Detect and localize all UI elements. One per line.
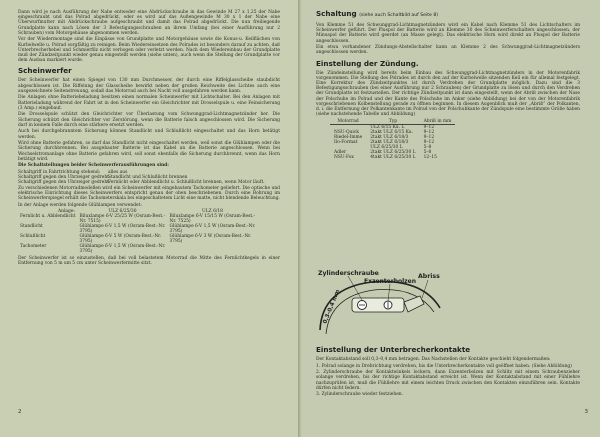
- lamps-table: [18, 209, 258, 254]
- lamps-col-anlage: Anlage:: [58, 209, 75, 215]
- motor-name: Riedel-Imme: [334, 135, 363, 141]
- motor-type: 2takt ULZ 6/18/3: [370, 135, 409, 141]
- schaltstellungen-list: [18, 170, 280, 186]
- lamps-lead: In der Anlage werden folgende Glühlampen verwendet:: [18, 202, 142, 208]
- schaltung-heading-note: (siehe auch Schaltbild auf Seite 8): [359, 13, 439, 18]
- lamp-b: Glühlampe 6-V 3 W (Osram-Best.-Nr. 3795): [169, 234, 252, 245]
- lamp-b: Biluxlampe 6-V 15/15 W (Osram-Best.-Nr. 7525): [169, 214, 255, 225]
- motor-type: ULZ 6/15 Ku. L: [370, 125, 405, 131]
- schaltung-paragraph-1: Von Klemme 51 des Schwunggrad-Lichtmagnetzünders wird ein Kabel nach Klemme 51 des Lichtschalters im Scheinwerfer geführt. Der Pluspol der Batterie wird an Klemme 30 des Scheinwerferschalters angeschlossen, der Minuspol der Batterie wird geerdet (an Masse gelegt). Das elektrische Horn wird direkt an Pluspol der Batterie angeschlossen.: [316, 23, 580, 44]
- lamp-b: Glühlampe 6-V 1,5 W (Osram-Best.-Nr. 3795): [169, 224, 256, 235]
- right-page: [302, 0, 600, 437]
- gap-leader: [422, 280, 428, 298]
- motor-gap: 5–8: [423, 150, 432, 156]
- scheinwerfer-paragraph-2: Die Anlagen ohne Batteriebeladung besitzen einen normalen Scheinwerfer mit Lichtschalter. Bei den Anlagen mit Batterieladung während der Fahrt ist in den Scheinwerfer ein Gleichrichter mit Drosselspule u. eine Feinsicherung (3 Amp.) eingebaut.: [18, 95, 280, 111]
- lamp-a: Glühlampe 6-V 1,5 W (Osram-Best.-Nr. 3795): [79, 224, 166, 235]
- motor-name: Ilo-Format: [334, 140, 358, 146]
- motor-gap: 9–12: [423, 125, 435, 131]
- table-row: [18, 234, 258, 244]
- lamp-label: Standlicht: [20, 224, 43, 230]
- label-gap-range: 0,3–0,4 mm: [322, 288, 342, 325]
- motor-gap: 9–12: [423, 130, 435, 136]
- motor-gap: 5–8: [423, 145, 432, 151]
- motors-col-typ: Typ: [366, 119, 419, 125]
- lamp-a: Glühlampe 6-V 5 W (Osram-Best.-Nr. 3795): [79, 234, 162, 245]
- motor-name: NSU-Fox: [334, 155, 354, 161]
- motor-name: NSU-Quick: [334, 130, 359, 136]
- motor-type: ULZ 6/25/30 L: [370, 145, 403, 151]
- zuendung-paragraph: Die Zündeinstellung wird bereits beim Einbau des Schwunggrad-Lichtmagnetzünders in der Motorenfabrik vorgenommen. Die Stellung des Polrades ist durch den auf der Kurbelwelle sitzenden Keil ein für allemal festgelegt. Eine Korrektur des Zündzeitpunktes ist durch Verdrehen der Grundplatte möglich. Dazu sind die 3 Befestigungsschrauben (bei einer Ausführung nur 2 Schrauben) der Grundplatte zu lösen und durch den Verdrehen der Grundplatte ist festzustellen. Der richtige Zündzeitpunkt ist dann eingestellt, wenn der Abriß zwischen der Nase der Polschuhe im Polrad und der Kante des Polschuhe im Anker (siehe Abbildung) bei der von der Motorenfabrik vorgeschriebenen Kolbenstellung gerade zu öffnen beginnen. In diesem Augenblick muß der „Abriß“ der Polkanten, d. i. die Entfernung der Polkantenkante im Polrad von der Polschuhkante der Zündspule eine bestimmte Größe haben (siehe nachstehende Tabelle und Abbildung): [316, 70, 580, 118]
- schalt-key-1: Schaltgriff in Fahrtrichtung stehend:: [18, 170, 101, 176]
- contact-breaker-diagram: [312, 268, 450, 342]
- motors-col-motorrad: Motorrad: [330, 119, 366, 125]
- motor-type: 2takt ULZ 6/15 Ku.: [370, 130, 413, 136]
- unterbrecher-heading: Einstellung der Unterbrecherkontakte: [316, 345, 471, 354]
- unterbrecher-paragraph: Der Kontaktabstand soll 0,3–0,4 mm betragen. Das Nachstellen der Kontakte geschieht folgendermaßen:: [316, 357, 551, 362]
- motor-gap: 9–12: [423, 140, 435, 146]
- motors-header-row: [330, 119, 455, 125]
- page-number-left: 2: [18, 408, 22, 415]
- lamp-label: Fernlicht u. Abblendlicht: [20, 214, 76, 220]
- label-abriss: Abriss: [418, 273, 440, 280]
- schaltstellungen-lead: Die Schaltstellungen beider Scheinwerferausführungen sind:: [18, 163, 169, 169]
- tachometer-paragraph: Zu verschiedenen Motorradmodellen wird ein Scheinwerfer mit eingebautem Tachometer geliefert. Die optische und elektrische Einrichtung dieses Scheinwerfers entspricht genau der oben beschriebenen. Durch eine Bohrung im Scheinwerferspiegel erhält die Tachometerskala bei eingeschaltetem Licht eine matte, nicht blendende Beleuchtung.: [18, 185, 280, 202]
- motor-type: 2takt ULZ 6/18/3: [370, 140, 409, 146]
- unterbrecher-step-3: 3. Zylinderschraube wieder festziehen.: [316, 392, 404, 398]
- table-row: [18, 224, 258, 234]
- schalt-value-2: Standlicht und Schlußlicht brennen: [108, 175, 188, 181]
- scheinwerfer-heading: Scheinwerfer: [18, 66, 72, 76]
- schalt-value-3: Fernlicht oder Abblendlicht u. Schlußlicht brennen, wenn Motor läuft.: [108, 180, 265, 186]
- lamps-col-a: ULZ 6/25/30: [108, 209, 137, 215]
- lamp-label: Schlußlicht: [20, 234, 46, 240]
- schaltung-paragraph-2: Ein etwa vorhandener Zündungs-Abstellschalter kann an Klemme 2 des Schwunggrad-Lichtmagnetzünders angeschlossen werden.: [316, 45, 580, 56]
- schaltung-heading: Schaltung: [316, 9, 357, 18]
- intro-paragraph-1: Dann wird je nach Ausführung der Nabe entweder eine Abdrückschraube in das Gewinde M 27 x 1,25 der Nabe eingeschraubt und das Polrad abgedrückt, oder es wird auf das Außengewinde M 30 x 1 der Nabe eine Überwurfmutter mit Abdrückschraube aufgeschraubt und damit das Polrad abgedrückt. Die nun freiliegende Grundplatte kann nach Lösen der 3 Befestigungsschrauben an ihrem Umfang (bei einer Ausführung nur 2 Schrauben) vom Motorgehäuse abgenommen werden.: [18, 10, 280, 36]
- table-row: [18, 214, 258, 224]
- motors-col-abriss: Abriß in mm: [420, 119, 456, 125]
- schaltung-heading-row: [316, 10, 580, 20]
- schalt-key-3: Schaltgriff gegen den Uhrzeiger gedreht:: [18, 180, 111, 186]
- motor-name: Adler: [334, 150, 347, 156]
- right-column: [316, 10, 580, 160]
- lamp-a: Glühlampe 6-V 1,5 W (Osram-Best.-Nr. 3795): [79, 244, 166, 255]
- scheinwerfer-paragraph-4: Auch bei durchgebranntem Sicherung können Standlicht und Schlußlicht eingeschaltet und das Horn betätigt werden.: [18, 129, 280, 140]
- unterbrecher-step-2: 2. Zylinderschraube der Kontaktwinkels lockern, dann Exzenterbolzen mit Schlitz mit einem Schraubenzieher solange verdrehen, bis der richtige Kontaktabstand erreicht ist. Wenn der Kontaktabstand mit einer Fühllehre nachzuprüfen ist, muß die Fühllehre mit einem leichten Druck zwischen den Kontakten einzuführen sein. Kontakte dürfen nicht federn.: [316, 370, 580, 391]
- scheinwerfer-paragraph-3: Die Drosselspule schützt den Gleichrichter vor Überlastung vom Schwunggrad-Lichtmagnetzünder her. Die Sicherung schützt den Gleichrichter vor Zerstörung, wenn die Batterie falsch angeschlossen wird. Die Sicherung darf in keinem Falle durch eine stärkere ersetzt werden.: [18, 112, 280, 128]
- right-column-lower: [316, 346, 580, 399]
- motors-table: [330, 119, 455, 160]
- schalt-key-2: Schaltgriff gegen den Uhrzeiger gedreht:: [18, 175, 111, 181]
- breaker-lever: [404, 296, 424, 312]
- lamp-label: Tachometer: [20, 244, 47, 250]
- lamps-col-b: ULZ 6/18: [202, 209, 223, 215]
- schalt-value-1: alles aus: [108, 170, 128, 176]
- page-number-right: 3: [584, 408, 588, 415]
- motor-type: 4takt ULZ 6/25/30 L: [370, 155, 416, 161]
- zuendung-heading: Einstellung der Zündung.: [316, 58, 419, 68]
- table-row: [18, 244, 258, 254]
- label-exzenterbolzen: Exzenterbolzen: [364, 278, 417, 285]
- motor-gap: 12–15: [423, 155, 437, 161]
- motor-gap: 9–12: [423, 135, 435, 141]
- scheinwerfer-paragraph-5: Wird ohne Batterie gefahren, so darf das Standlicht nicht eingeschaltet werden, weil sonst die Glühlampen oder die Sicherung durchbrennen. Bei ausgebauter Batterie ist das Kabel an die Batterie angeschlossen. Wenn bei Wechselstromanlage ohne Batterie gefahren wird, soll sonst ebenfalls die Sicherung durchbrennt, wenn das Horn betätigt wird.: [18, 141, 280, 162]
- label-zylinderschraube: Zylinderschraube: [318, 270, 379, 277]
- intro-paragraph-2: Vor der Wiedermontage sind die Einpässe von Grundplatte und Motorgehäuse sowie die Konus-u. Keilflächen von Kurbelwelle u. Polrad sorgfältig zu reinigen. Beim Wiedereinsetzen des Polrades ist besonders darauf zu achten, daß Unterbrecherhebel und Schmierfilz nicht verbogen oder verletzt werden. Nach dem Wiedereinbau der Grundplatte muß der Zündzeitpunkt wieder genau eingestellt werden (siehe unten), auch wenn die Stellung der Grundplatte vor dem Ausbau markiert wurde.: [18, 37, 280, 64]
- lamp-b: [168, 244, 258, 254]
- unterbrecher-step-1: 1. Polrad solange in Drehrichtung verdrehen, bis die Unterbrecherkontakte voll geöffnet haben. (Siehe Abbildung): [316, 363, 572, 369]
- motor-type: 2takt ULZ 6/25/30 L: [370, 150, 416, 156]
- outro-paragraph: Der Scheinwerfer ist so einzustellen, daß bei voll belastetem Motorrad die Mitte des Fernlichtkegels in einer Entfernung von 5 m um 5 cm unter Scheinwerfermitte sitzt.: [18, 256, 280, 267]
- table-row: [330, 155, 455, 160]
- scheinwerfer-paragraph-1: Der Scheinwerfer hat einen Spiegel von 130 mm Durchmesser, der durch eine Riffelglasscheibe staubdicht abgeschlossen ist. Die Riffelung der Glasscheibe bewirkt neben der großen Reichweite des Lichtes auch eine ausgezeichnete Seitenstreuung, sodaß das Motorrad auch bei Nacht voll ausgefahren werden kann.: [18, 78, 280, 94]
- left-column: [18, 10, 280, 268]
- lamp-a: Biluxlampe 6-V 25/25 W (Osram-Best.-Nr. 7515): [79, 214, 165, 225]
